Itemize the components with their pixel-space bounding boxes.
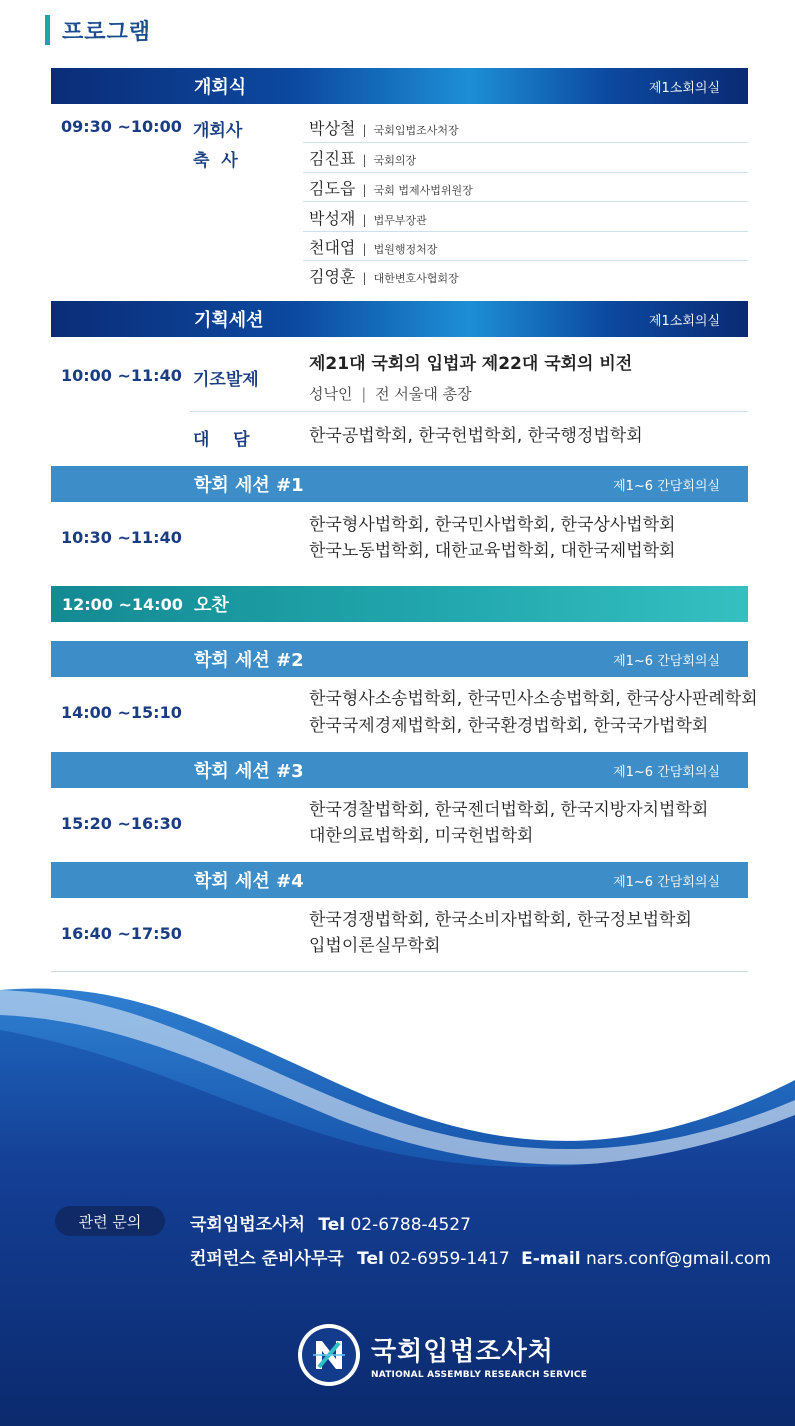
contact-line-2	[190, 1244, 771, 1269]
speaker-row	[309, 176, 473, 199]
dialogue-participants: 한국공법학회, 한국헌법학회, 한국행정법학회	[309, 426, 643, 446]
planning-time: 10:00 ~11:40	[61, 366, 182, 385]
keynote-speaker-row	[309, 381, 472, 407]
session1-line: 한국형사법학회, 한국민사법학회, 한국상사법학회	[309, 515, 676, 535]
speaker-row	[309, 264, 459, 287]
divider	[303, 142, 748, 143]
session-name: 학회 세션 #1	[194, 475, 304, 496]
logo-korean: 국회입법조사처	[371, 1336, 554, 1367]
divider	[303, 201, 748, 202]
speaker-name: 김영훈	[309, 267, 356, 286]
speaker-name: 천대엽	[309, 238, 356, 257]
speaker-affiliation: 국회 법제사법위원장	[373, 184, 473, 197]
nars-logo	[297, 1322, 587, 1388]
tel-number[interactable]: 02-6959-1417	[389, 1249, 510, 1269]
session-room: 제1소회의실	[648, 80, 720, 96]
role-dialogue: 대 담	[193, 430, 250, 450]
nars-emblem-icon	[297, 1323, 361, 1387]
session4-header	[51, 862, 748, 898]
session-name: 개회식	[194, 77, 247, 98]
contact-org: 컨퍼런스 준비사무국	[190, 1249, 344, 1269]
session-room: 제1~6 간담회의실	[613, 874, 720, 890]
tel-number[interactable]: 02-6788-4527	[350, 1215, 471, 1235]
separator: |	[362, 153, 367, 167]
tel-label: Tel	[357, 1249, 384, 1269]
divider	[303, 231, 748, 232]
speaker-row	[309, 206, 427, 229]
session4-time: 16:40 ~17:50	[61, 924, 182, 943]
session-name: 기획세션	[194, 310, 264, 331]
speaker-name: 김도읍	[309, 179, 356, 198]
contact-line-1	[190, 1210, 471, 1235]
session1-time: 10:30 ~11:40	[61, 528, 182, 547]
session3-time: 15:20 ~16:30	[61, 814, 182, 833]
speaker-name: 박상철	[309, 119, 356, 138]
lunch-time: 12:00 ~14:00	[62, 594, 183, 614]
lunch-header	[51, 586, 748, 622]
keynote-title: 제21대 국회의 입법과 제22대 국회의 비전	[309, 354, 633, 374]
separator: |	[362, 213, 367, 227]
page-title: 프로그램	[62, 19, 152, 45]
email-address[interactable]: nars.conf@gmail.com	[586, 1249, 771, 1269]
session2-line: 한국국제경제법학회, 한국환경법학회, 한국국가법학회	[309, 716, 709, 736]
planning-header	[51, 301, 748, 337]
divider	[303, 172, 748, 173]
speaker-name: 박성재	[309, 209, 356, 228]
lunch-name: 오찬	[194, 595, 229, 616]
logo-english: NATIONAL ASSEMBLY RESEARCH SERVICE	[371, 1369, 588, 1380]
separator: |	[362, 271, 367, 285]
separator: |	[362, 123, 367, 137]
speaker-row	[309, 116, 459, 139]
session-room: 제1소회의실	[648, 313, 720, 329]
separator: |	[362, 242, 367, 256]
divider	[190, 411, 748, 412]
session2-header	[51, 641, 748, 677]
role-keynote: 기조발제	[193, 370, 259, 390]
contact-org: 국회입법조사처	[190, 1215, 305, 1235]
session-name: 학회 세션 #4	[194, 871, 304, 892]
speaker-name: 김진표	[309, 149, 356, 168]
speaker-affiliation: 법원행정처장	[373, 243, 438, 256]
keynote-speaker-affiliation: 전 서울대 총장	[375, 385, 472, 403]
separator: |	[362, 183, 367, 197]
speaker-affiliation: 국회입법조사처장	[373, 124, 459, 137]
speaker-row	[309, 235, 437, 258]
role-congratulatory: 축 사	[193, 151, 238, 171]
session-name: 학회 세션 #2	[194, 650, 304, 671]
speaker-affiliation: 법무부장관	[373, 214, 427, 227]
session1-header	[51, 466, 748, 502]
session2-time: 14:00 ~15:10	[61, 703, 182, 722]
session4-line: 입법이론실무학회	[309, 936, 441, 956]
opening-header	[51, 68, 748, 104]
speaker-row	[309, 146, 416, 169]
session3-line: 대한의료법학회, 미국헌법학회	[309, 826, 534, 846]
speaker-affiliation: 국회의장	[373, 154, 417, 167]
contact-badge: 관련 문의	[55, 1206, 165, 1236]
tel-label: Tel	[318, 1215, 346, 1235]
opening-time: 09:30 ~10:00	[61, 117, 182, 136]
session-name: 학회 세션 #3	[194, 761, 304, 782]
session-room: 제1~6 간담회의실	[613, 478, 720, 494]
divider	[303, 260, 748, 261]
session1-line: 한국노동법학회, 대한교육법학회, 대한국제법학회	[309, 541, 676, 561]
email-label: E-mail	[521, 1249, 581, 1269]
speaker-affiliation: 대한변호사협회장	[373, 272, 459, 285]
section-title	[45, 14, 151, 46]
keynote-speaker: 성낙인	[309, 385, 353, 403]
session3-header	[51, 752, 748, 788]
session-room: 제1~6 간담회의실	[613, 653, 720, 669]
session-room: 제1~6 간담회의실	[613, 764, 720, 780]
separator: |	[361, 385, 367, 403]
session3-line: 한국경찰법학회, 한국젠더법학회, 한국지방자치법학회	[309, 800, 709, 820]
logo-text	[371, 1331, 587, 1380]
session4-line: 한국경쟁법학회, 한국소비자법학회, 한국정보법학회	[309, 910, 692, 930]
title-accent-bar	[45, 15, 50, 45]
role-opening-address: 개회사	[193, 121, 243, 141]
session2-line: 한국형사소송법학회, 한국민사소송법학회, 한국상사판례학회	[309, 689, 758, 709]
